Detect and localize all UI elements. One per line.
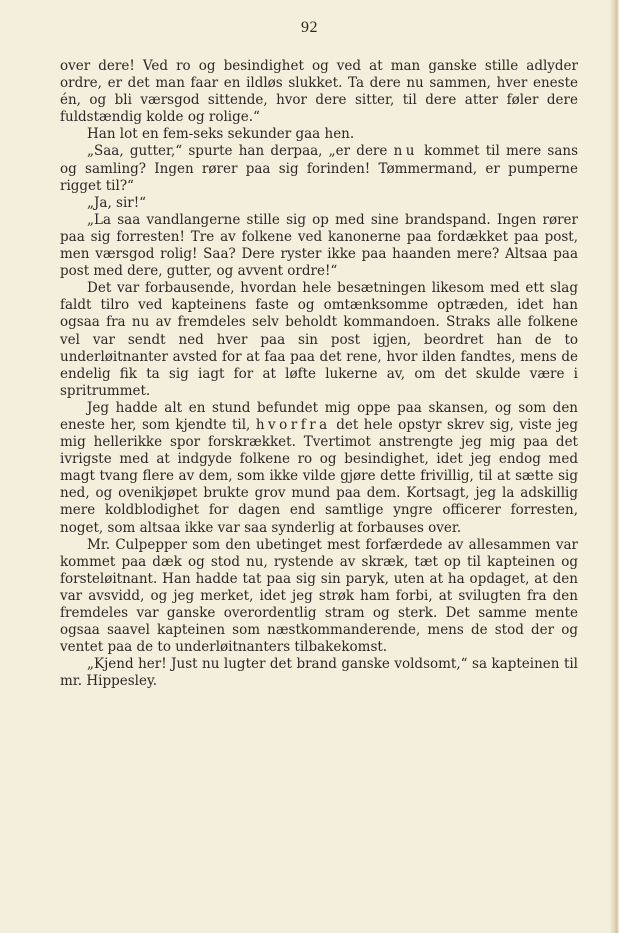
paragraph: „La saa vandlangerne stille sig op med sine brandspand. Ingen rører paa sig forresten! Tre av folkene ved kanonerne paa fordækket paa post, men værsgod rolig! Saa? Dere ryster ikke paa haanden mere? Altsaa paa post med dere, gutter, og avvent ordre!“ — [60, 211, 578, 280]
paragraph: Det var forbausende, hvordan hele besætningen likesom med ett slag faldt tilro ved kapteinens faste og omtænksomme optræden, idet han ogsaa fra nu av fremdeles selv beholdt kommandoen. Straks alle folkene vel var sendt ned hver paa sin post igjen, beordret han de to underløitnanter avsted for at faa paa det rene, hvor ilden fandtes, mens de endelig fik ta sig iagt for at løfte lukerne av, om det skulde være i spritrummet. — [60, 280, 578, 399]
paragraph — [60, 143, 578, 194]
paragraph: over dere! Ved ro og besindighet og ved at man ganske stille adlyder ordre, er det man faar en ildløs slukket. Ta dere nu sammen, hver eneste én, og bli værsgod sittende, hvor dere sitter, til dere atter føler dere fuldstændig kolde og rolige.“ — [60, 58, 578, 126]
paragraph-text: det hele opstyr skrev sig, viste jeg mig hellerikke spor forskrækket. Tvertimot anstrengte jeg mig paa det ivrigste med at indgyde folkene ro og besindighet, idet jeg endog med magt tvang flere av dem, som ikke vilde gjøre dette frivillig, til at sætte sig ned, og ovenikjøpet brukte grov mund paa dem. Kortsagt, jeg la adskillig mere koldblodighet for dagen end samtlige yngre officerer forresten, noget, som altsaa ikke var saa synderlig at forbauses over. — [60, 416, 579, 536]
emphasized-word: nu — [393, 143, 418, 160]
paragraph-text: „Saa, gutter,“ spurte han derpaa, „er dere — [87, 143, 394, 160]
page-binding-edge — [610, 0, 619, 933]
paragraph — [60, 400, 578, 537]
paragraph: „Kjend her! Just nu lugter det brand ganske voldsomt,“ sa kapteinen til mr. Hippesley. — [60, 656, 578, 690]
paragraph-text: kommet til mere sans og samling? Ingen rører paa sig forinden! Tømmermand, er pumperne rigget til?“ — [60, 143, 578, 194]
paragraph: Han lot en fem-seks sekunder gaa hen. — [87, 126, 355, 143]
paragraph-text: Jeg hadde alt en stund befundet mig oppe paa skansen, og som den eneste her, som kjendte til, — [60, 399, 578, 433]
paragraph: „Ja, sir!“ — [87, 194, 147, 211]
body-text — [60, 58, 578, 690]
paragraph: Mr. Culpepper som den ubetinget mest forfærdede av allesammen var kommet paa dæk og stod nu, rystende av skræk, tæt op til kapteinen og forsteløitnant. Han hadde tat paa sig sin paryk, uten at ha opdaget, at den var avsvidd, og jeg merket, idet jeg strøk ham forbi, at svilugten fra den fremdeles var ganske overordentlig stram og sterk. Det samme mente ogsaa saavel kapteinen som næstkommanderende, mens de stod der og ventet paa de to underløitnanters tilbakekomst. — [60, 536, 578, 656]
emphasized-word: hvorfra — [255, 416, 331, 433]
page-number: 92 — [301, 19, 318, 36]
